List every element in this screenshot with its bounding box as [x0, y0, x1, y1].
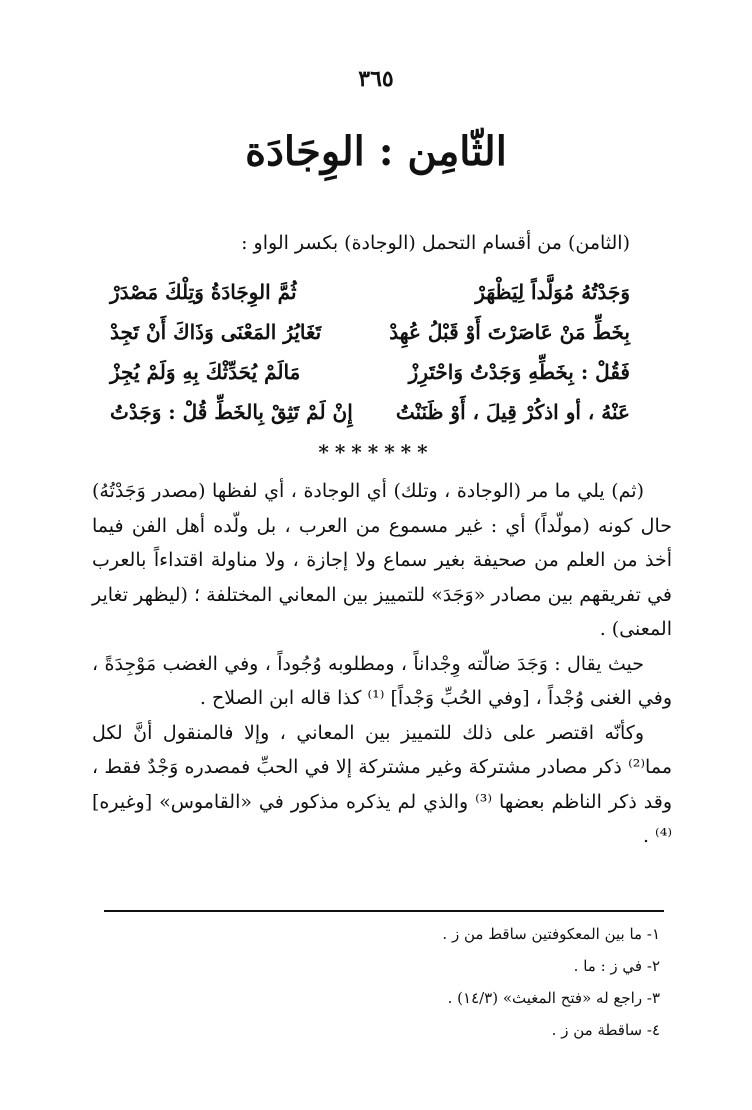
commentary-body	[92, 474, 672, 854]
footnote-divider	[104, 910, 664, 912]
commentary-paragraph: وكأنّه اقتصر على ذلك للتمييز بين المعاني ، وإلا فالمنقول أنَّ لكل مما⁽²⁾ ذكر مصادر مشتركة وغير مشتركة إلا في الحبِّ فمصدره وَجْدٌ فقط ، وقد ذكر الناظم بعضها ⁽³⁾ والذي لم يذكره مذكور في «القاموس» [وغيره] ⁽⁴⁾ .	[92, 721, 672, 847]
verse-first-hemistich: ثُمَّ الوِجَادَةُ وَتِلْكَ مَصْدَرْ	[110, 280, 297, 304]
intro-line: (الثامن) من أقسام التحمل (الوجادة) بكسر الواو :	[241, 232, 630, 254]
footnote: ٤- ساقطة من ز .	[551, 1021, 660, 1039]
chapter-title: الثّامِن : الوِجَادَة	[245, 128, 507, 175]
verse-line	[110, 272, 630, 312]
verse-second-hemistich: بِخَطِّ مَنْ عَاصَرْتَ أَوْ قَبْلُ عُهِدْ	[389, 320, 630, 344]
verse-first-hemistich: مَالَمْ يُحَدِّثْكَ بِهِ وَلَمْ يُجِزْ	[110, 360, 301, 384]
verse-line	[110, 312, 630, 352]
footnote: ١- ما بين المعكوفتين ساقط من ز .	[442, 925, 660, 943]
section-divider: *******	[318, 440, 434, 464]
page-number: ٣٦٥	[358, 66, 394, 92]
verse-second-hemistich: فَقُلْ : بِخَطِّهِ وَجَدْتُ وَاحْتَرِزْ	[408, 360, 630, 384]
verse-second-hemistich: وَجَدْتُهُ مُوَلَّداً لِيَظْهَرْ	[475, 280, 630, 304]
footnotes	[100, 918, 660, 1046]
verse-line	[110, 392, 630, 432]
verse-second-hemistich: عَنْهُ ، أو اذكُرْ قِيلَ ، أَوْ ظَنَنْتُ	[395, 400, 630, 424]
commentary-paragraph: (ثم) يلي ما مر (الوجادة ، وتلك) أي الوجادة ، أي لفظها (مصدر وَجَدْتُهُ) حال كونه (مولّداً) أي : غير مسموع من العرب ، بل ولّده أهل الفن فيما أخذ من العلم من صحيفة بغير سماع ولا إجازة ، ولا مناولة اقتداءاً بالعرب في تفريقهم بين مصادر «وَجَدَ» للتمييز بين المعاني المختلفة ؛ (ليظهر تغاير المعنى) .	[92, 480, 672, 640]
verse-line	[110, 352, 630, 392]
footnote: ٣- راجع له «فتح المغيث» (١٤/٣) .	[447, 989, 660, 1007]
verse-first-hemistich: تَغَايُرُ المَعْنَى وَذَاكَ أَنْ تَجِدْ	[110, 320, 322, 344]
footnote: ٢- في ز : ما .	[573, 957, 660, 975]
verse-first-hemistich: إِنْ لَمْ تَثِقْ بِالخَطِّ قُلْ : وَجَدْتُ	[110, 400, 353, 424]
commentary-paragraph: حيث يقال : وَجَدَ ضالّته وِجْداناً ، ومطلوبه وُجُوداً ، وفي الغضب مَوْجِدَةً ، وفي الغنى وُجْداً ، [وفي الحُبِّ وَجْداً] ⁽¹⁾ كذا قاله ابن الصلاح .	[92, 652, 672, 709]
poem-verses	[110, 272, 630, 432]
